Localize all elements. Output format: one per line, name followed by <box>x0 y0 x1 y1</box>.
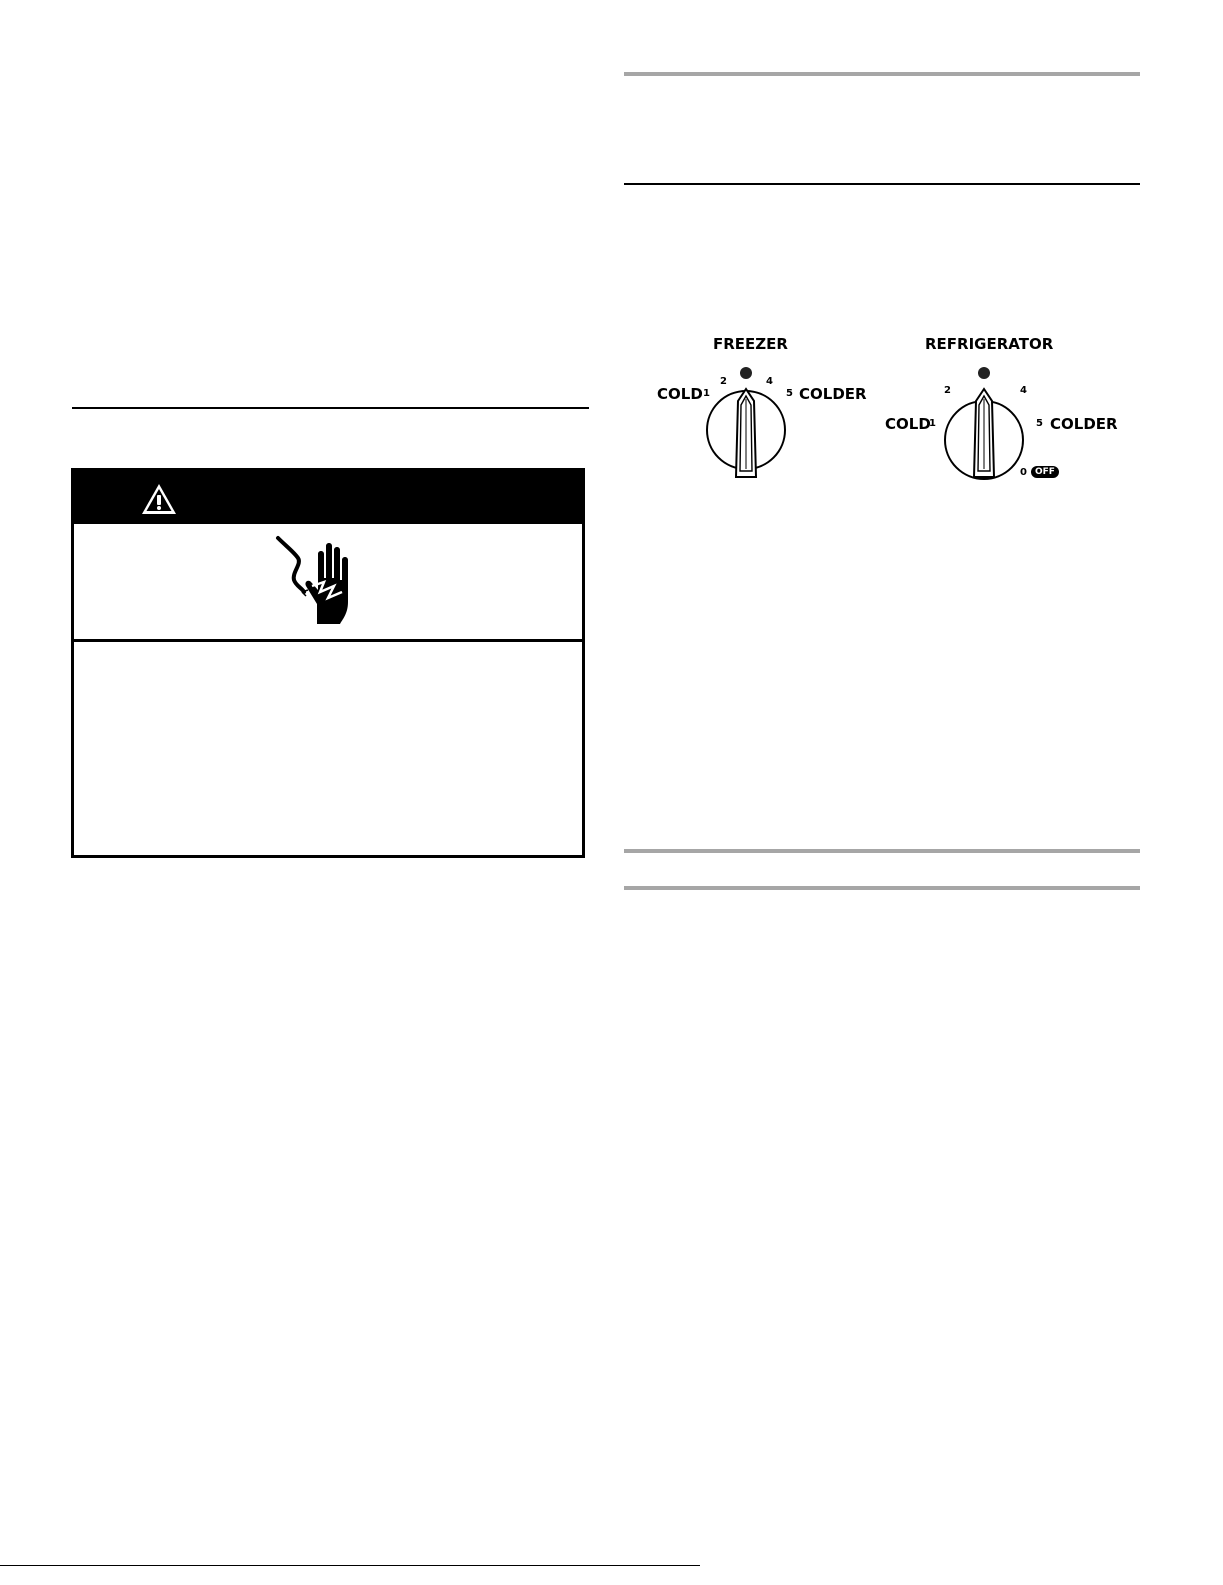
refrigerator-setting-1: 1 <box>929 418 936 429</box>
section-divider-top <box>624 72 1140 76</box>
freezer-dial-knob[interactable] <box>704 365 788 485</box>
freezer-setting-2: 2 <box>720 376 727 387</box>
warning-triangle-icon <box>140 482 178 516</box>
warning-header <box>74 471 582 524</box>
refrigerator-off-number: 0 <box>1020 467 1027 478</box>
freezer-colder-label: COLDER <box>799 385 867 403</box>
electrical-shock-hand-icon <box>272 534 362 629</box>
temperature-control-dials <box>640 325 1120 500</box>
section-divider-thin <box>624 183 1140 185</box>
refrigerator-setting-4: 4 <box>1020 385 1027 396</box>
refrigerator-setting-5: 5 <box>1036 418 1043 429</box>
freezer-setting-4: 4 <box>766 376 773 387</box>
left-column-divider <box>72 407 589 409</box>
section-divider-lower-2 <box>624 886 1140 890</box>
freezer-setting-1: 1 <box>703 388 710 399</box>
refrigerator-setting-2: 2 <box>944 385 951 396</box>
refrigerator-off-badge: OFF <box>1031 466 1059 478</box>
refrigerator-dial-knob[interactable] <box>942 365 1026 485</box>
refrigerator-colder-label: COLDER <box>1050 415 1118 433</box>
freezer-setting-5: 5 <box>786 388 793 399</box>
refrigerator-dial-title: REFRIGERATOR <box>925 335 1054 353</box>
page-footer-line <box>0 1565 700 1566</box>
refrigerator-cold-label: COLD <box>885 415 931 433</box>
warning-image-row <box>74 524 582 642</box>
freezer-cold-label: COLD <box>657 385 703 403</box>
freezer-dial-title: FREEZER <box>713 335 788 353</box>
section-divider-lower <box>624 849 1140 853</box>
warning-box <box>71 468 585 858</box>
